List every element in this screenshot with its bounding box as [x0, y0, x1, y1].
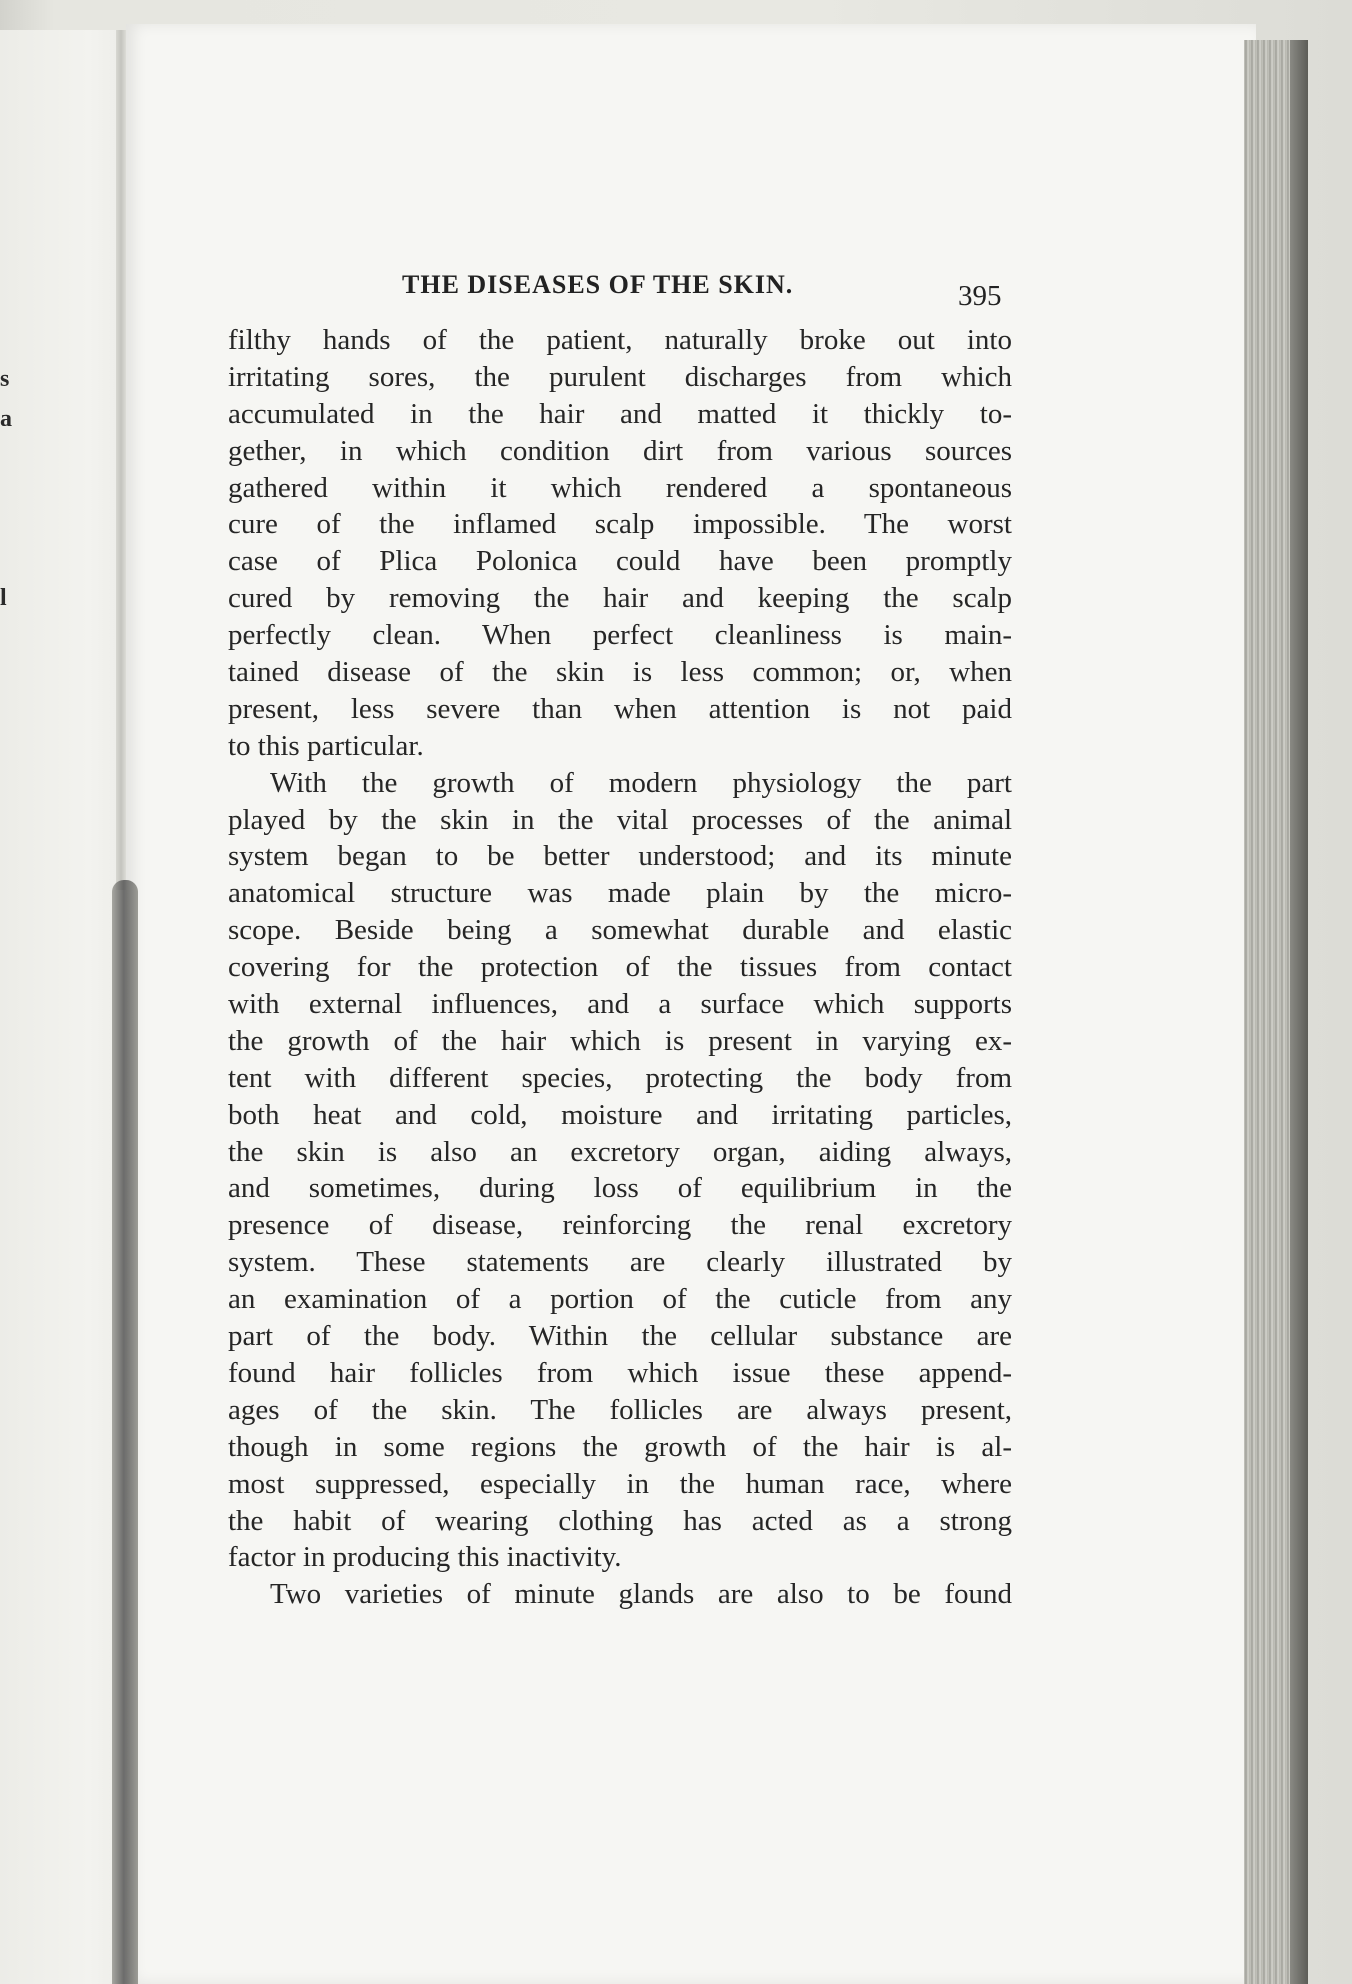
text-line: cure of the inflamed scalp impossible. The worst: [228, 508, 1012, 541]
page-tear: [112, 880, 138, 1984]
text-line: tent with different species, protecting the body from: [228, 1061, 1012, 1094]
text-line: both heat and cold, moisture and irritating particles,: [228, 1098, 1012, 1131]
text-line: gathered within it which rendered a spontaneous: [228, 471, 1012, 504]
text-line: perfectly clean. When perfect cleanliness is main-: [228, 619, 1012, 652]
text-line: gether, in which condition dirt from various sources: [228, 434, 1012, 467]
text-line: presence of disease, reinforcing the renal excretory: [228, 1209, 1012, 1242]
page-number: 395: [958, 280, 1002, 312]
text-line: though in some regions the growth of the hair is al-: [228, 1430, 1012, 1463]
text-line: factor in producing this inactivity.: [228, 1541, 622, 1574]
text-line: system. These statements are clearly illustrated by: [228, 1246, 1012, 1279]
previous-page: [0, 30, 128, 1984]
text-line: case of Plica Polonica could have been promptly: [228, 545, 1012, 578]
text-line: Two varieties of minute glands are also to be found: [270, 1578, 1012, 1611]
text-line: tained disease of the skin is less common; or, when: [228, 656, 1012, 689]
text-line: found hair follicles from which issue these append-: [228, 1356, 1012, 1389]
text-line: present, less severe than when attention is not paid: [228, 692, 1012, 725]
text-line: accumulated in the hair and matted it thickly to-: [228, 397, 1012, 430]
text-line: most suppressed, especially in the human race, where: [228, 1467, 1012, 1500]
text-line: covering for the protection of the tissues from contact: [228, 951, 1012, 984]
text-line: scope. Beside being a somewhat durable and elastic: [228, 914, 1012, 947]
text-line: to this particular.: [228, 729, 424, 762]
text-line: ages of the skin. The follicles are always present,: [228, 1393, 1012, 1426]
text-line: part of the body. Within the cellular substance are: [228, 1320, 1012, 1353]
text-line: with external influences, and a surface which supports: [228, 988, 1012, 1021]
text-line: and sometimes, during loss of equilibrium in the: [228, 1172, 1012, 1205]
text-line: With the growth of modern physiology the part: [270, 766, 1012, 799]
running-head: THE DISEASES OF THE SKIN.: [402, 270, 794, 299]
body-text: [228, 322, 1012, 1613]
text-line: played by the skin in the vital processes of the animal: [228, 803, 1012, 836]
previous-page-fragment: s: [0, 366, 10, 392]
previous-page-fragment: a: [0, 406, 12, 432]
text-line: irritating sores, the purulent discharges from which: [228, 360, 1012, 393]
previous-page-fragment: l: [0, 585, 7, 611]
text-line: cured by removing the hair and keeping the scalp: [228, 582, 1012, 615]
text-line: an examination of a portion of the cuticle from any: [228, 1283, 1012, 1316]
text-line: anatomical structure was made plain by the micro-: [228, 877, 1012, 910]
text-line: system began to be better understood; and its minute: [228, 840, 1012, 873]
gutter-shadow: [116, 30, 126, 890]
book-cover-edge: [1290, 40, 1308, 1984]
text-line: the skin is also an excretory organ, aiding always,: [228, 1135, 1012, 1168]
text-line: the growth of the hair which is present in varying ex-: [228, 1024, 1012, 1057]
text-line: filthy hands of the patient, naturally broke out into: [228, 324, 1012, 356]
text-line: the habit of wearing clothing has acted as a strong: [228, 1504, 1012, 1537]
